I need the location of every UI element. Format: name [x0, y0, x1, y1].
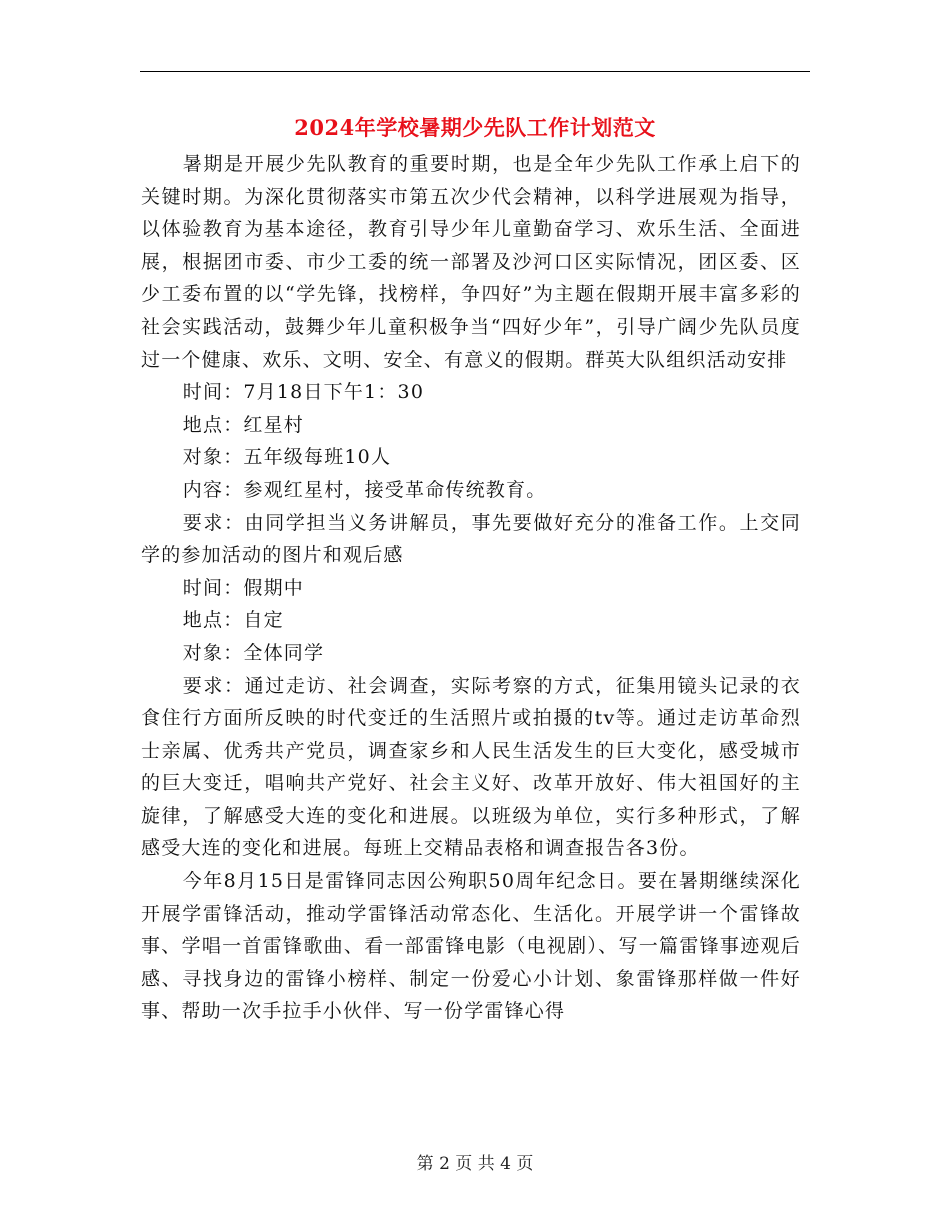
document-body — [141, 148, 801, 1028]
paragraph-place-1: 地点：红星村 — [182, 413, 304, 436]
document-title: 2024年学校暑期少先队工作计划范文 — [294, 115, 656, 140]
paragraph-intro: 暑期是开展少先队教育的重要时期，也是全年少先队工作承上启下的关键时期。为深化贯彻落实市第五次少代会精神，以科学进展观为指导，以体验教育为基本途径，教育引导少年儿童勤奋学习、欢乐生活、全面进展，根据团市委、市少工委的统一部署及沙河口区实际情况，团区委、区少工委布置的以“学先锋，找榜样，争四好”为主题在假期开展丰富多彩的社会实践活动，鼓舞少年儿童积极争当“四好少年”，引导广阔少先队员度过一个健康、欢乐、文明、安全、有意义的假期。群英大队组织活动安排 — [141, 153, 801, 371]
page-number: 第 2 页 共 4 页 — [416, 1154, 534, 1174]
paragraph-place-2: 地点：自定 — [182, 609, 284, 632]
paragraph-time-2: 时间：假期中 — [182, 576, 304, 599]
paragraph-requirement-1: 要求：由同学担当义务讲解员，事先要做好充分的准备工作。上交同学的参加活动的图片和观后感 — [141, 511, 801, 567]
paragraph-leifeng: 今年8月15日是雷锋同志因公殉职50周年纪念日。要在暑期继续深化开展学雷锋活动，推动学雷锋活动常态化、生活化。开展学讲一个雷锋故事、学唱一首雷锋歌曲、看一部雷锋电影（电视剧）、写一篇雷锋事迹观后感、寻找身边的雷锋小榜样、制定一份爱心小计划、象雷锋那样做一件好事、帮助一次手拉手小伙伴、写一份学雷锋心得 — [141, 870, 801, 1023]
paragraph-time-1: 时间：7月18日下午1：30 — [182, 381, 425, 404]
paragraph-target-1: 对象：五年级每班10人 — [182, 446, 392, 469]
paragraph-content-1: 内容：参观红星村，接受革命传统教育。 — [182, 478, 547, 501]
paragraph-target-2: 对象：全体同学 — [182, 641, 325, 664]
paragraph-requirement-2: 要求：通过走访、社会调查，实际考察的方式，征集用镜头记录的衣食住行方面所反映的时代变迁的生活照片或拍摄的tv等。通过走访革命烈士亲属、优秀共产党员，调查家乡和人民生活发生的巨大变化，感受城市的巨大变迁，唱响共产党好、社会主义好、改革开放好、伟大祖国好的主旋律，了解感受大连的变化和进展。以班级为单位，实行多种形式，了解感受大连的变化和进展。每班上交精品表格和调查报告各3份。 — [141, 674, 801, 860]
header-rule — [140, 71, 810, 72]
